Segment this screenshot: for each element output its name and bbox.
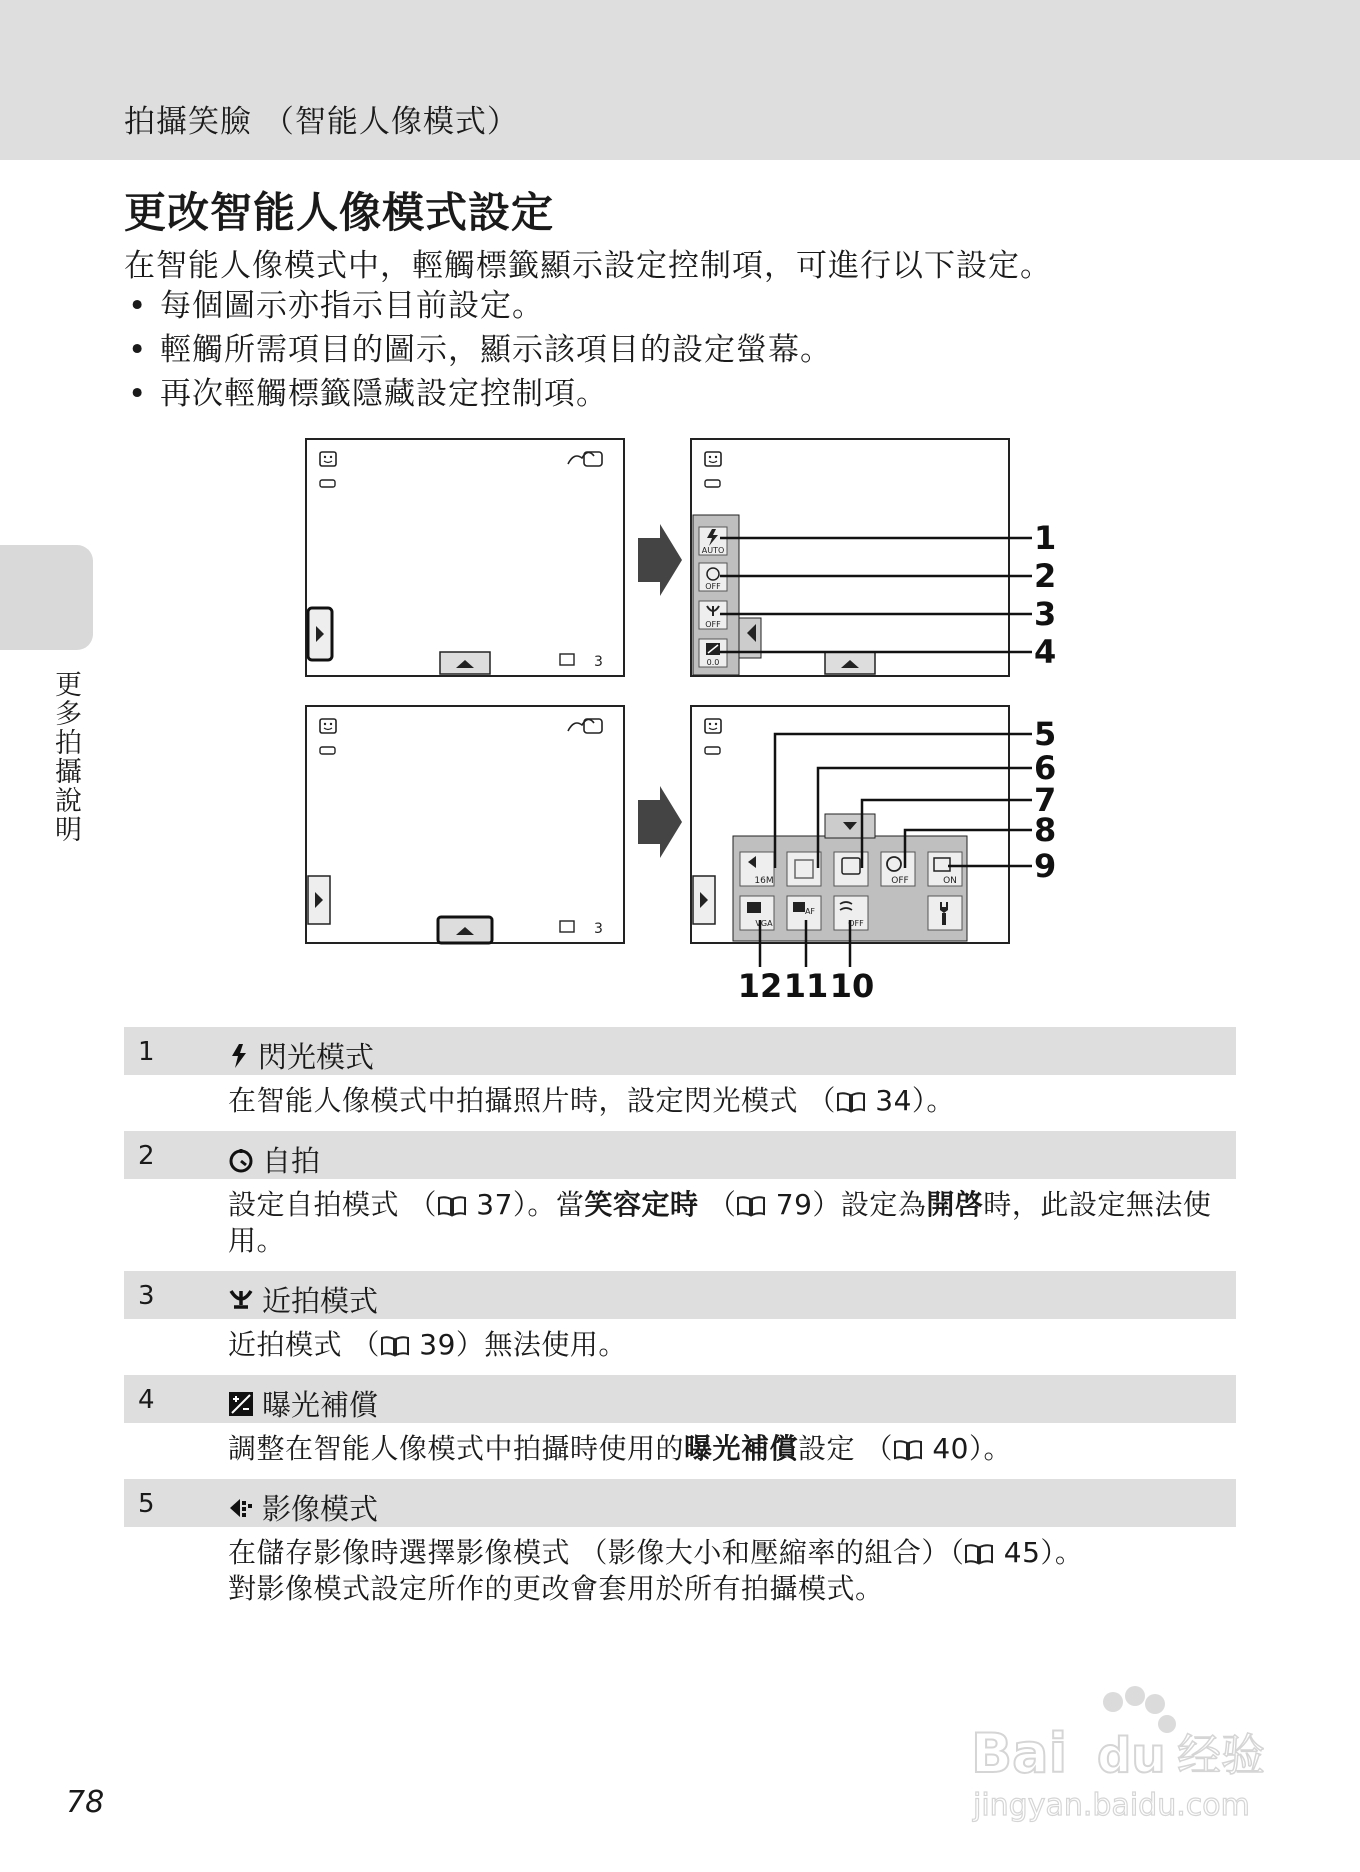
blink-on-label: ON	[943, 876, 957, 886]
bullet-item: • 每個圖示亦指示目前設定。	[124, 284, 832, 328]
table-row-header	[124, 1027, 1236, 1075]
watermark-brand: Bai	[971, 1722, 1068, 1785]
row-number: 1	[138, 1037, 155, 1067]
intro-text: 在智能人像模式中，輕觸標籤顯示設定控制項，可進行以下設定。	[124, 248, 1052, 284]
row-text: 設定自拍模式 （	[228, 1188, 437, 1221]
row-text-bold: 曝光補償	[684, 1432, 799, 1465]
section-title: 更改智能人像模式設定	[124, 188, 555, 237]
settings-table	[124, 1027, 1236, 1619]
callout-11: 11	[783, 967, 829, 1005]
callout-8: 8	[1034, 811, 1057, 849]
flash-icon	[228, 1043, 250, 1069]
watermark-url: jingyan.baidu.com	[973, 1788, 1250, 1823]
flash-auto-label: AUTO	[701, 546, 725, 555]
row-text: 設定 （	[798, 1432, 893, 1465]
row-text-bold: 開啓	[926, 1188, 984, 1221]
book-icon	[736, 1195, 766, 1217]
row-text: 39）無法使用。	[409, 1328, 627, 1361]
row-text: 近拍模式 （	[228, 1328, 380, 1361]
book-icon	[437, 1195, 467, 1217]
row-text: 在智能人像模式中拍攝照片時，設定閃光模式 （	[228, 1084, 836, 1117]
screen-bottom-right	[691, 706, 1056, 1005]
self-timer-off-label: OFF	[705, 582, 721, 591]
row-title-text: 曝光補償	[262, 1388, 379, 1422]
table-row-body	[124, 1423, 1236, 1479]
row-text: 79）設定為	[766, 1188, 927, 1221]
macro-icon	[228, 1287, 254, 1313]
table-row-body	[124, 1319, 1236, 1375]
row-title	[228, 1139, 320, 1180]
blink-off-label: OFF	[891, 876, 909, 886]
macro-off-label: OFF	[705, 620, 721, 629]
row-number: 2	[138, 1141, 155, 1171]
row-title	[228, 1279, 378, 1320]
table-row-header	[124, 1479, 1236, 1527]
row-text: 時，此設定無法使用。	[228, 1188, 1212, 1257]
book-icon	[836, 1091, 866, 1113]
bullet-item: • 再次輕觸標籤隱藏設定控制項。	[124, 372, 832, 416]
page-number: 78	[66, 1785, 105, 1820]
shots-remaining: 3	[594, 921, 603, 937]
row-title-text: 影像模式	[262, 1492, 379, 1526]
row-text: 調整在智能人像模式中拍攝時使用的	[228, 1432, 685, 1465]
callout-10: 10	[829, 967, 875, 1005]
row-text: 45）。	[994, 1536, 1084, 1569]
arrow-right-icon	[638, 786, 682, 858]
smile-timer-button[interactable]	[787, 852, 821, 886]
callout-2: 2	[1034, 557, 1057, 595]
row-number: 4	[138, 1385, 155, 1415]
row-text: 34）。	[865, 1084, 955, 1117]
row-text: 40）。	[922, 1432, 1012, 1465]
row-number: 3	[138, 1281, 155, 1311]
watermark-cn: 经验	[1177, 1730, 1265, 1781]
screen-bottom-left	[306, 706, 624, 943]
self-timer-icon	[228, 1147, 254, 1173]
book-icon	[893, 1439, 923, 1461]
table-row-header	[124, 1131, 1236, 1179]
callout-12: 12	[737, 967, 783, 1005]
row-text: （	[698, 1188, 737, 1221]
movie-af-label: AF	[804, 907, 816, 916]
row-title	[228, 1487, 378, 1528]
book-icon	[380, 1335, 410, 1357]
wind-off-label: OFF	[848, 919, 864, 928]
row-text: 在儲存影像時選擇影像模式 （影像大小和壓縮率的組合）（	[228, 1536, 965, 1569]
row-text-bold: 笑容定時	[584, 1188, 699, 1221]
row-title-text: 近拍模式	[262, 1284, 379, 1318]
callout-6: 6	[1034, 749, 1057, 787]
screen-top-left	[306, 439, 624, 676]
callout-3: 3	[1034, 595, 1057, 633]
arrow-right-icon	[638, 524, 682, 596]
movie-icon	[747, 902, 761, 913]
book-icon	[964, 1543, 994, 1565]
callout-1: 1	[1034, 519, 1057, 557]
table-row-body	[124, 1075, 1236, 1131]
row-title-text: 閃光模式	[258, 1040, 375, 1074]
baidu-watermark	[965, 1680, 1285, 1830]
paw-icon	[1103, 1686, 1176, 1733]
bullet-item: • 輕觸所需項目的圖示，顯示該項目的設定螢幕。	[124, 328, 832, 372]
callout-7: 7	[1034, 781, 1057, 819]
table-row-body	[124, 1527, 1236, 1619]
row-text: 37）。當	[466, 1188, 585, 1221]
movie-af-icon	[793, 902, 805, 912]
row-title	[228, 1383, 378, 1424]
row-number: 5	[138, 1489, 155, 1519]
exposure-value-label: 0.0	[706, 658, 720, 667]
movie-vga-label: VGA	[755, 919, 773, 928]
callout-4: 4	[1034, 633, 1057, 671]
table-row-header	[124, 1271, 1236, 1319]
row-title-text: 自拍	[262, 1144, 321, 1178]
row-text: 對影像模式設定所作的更改會套用於所有拍攝模式。	[228, 1572, 884, 1605]
image-mode-icon	[228, 1495, 254, 1521]
exposure-compensation-icon	[228, 1391, 254, 1417]
header-title: 拍攝笑臉 （智能人像模式）	[124, 104, 519, 140]
callout-5: 5	[1034, 715, 1057, 753]
shots-remaining: 3	[594, 654, 603, 670]
screen-top-right	[691, 439, 1056, 676]
watermark-brand-du: du	[1097, 1728, 1166, 1784]
side-tab-label: 更多拍攝說明	[50, 670, 81, 844]
image-size-label: 16M	[754, 876, 774, 886]
table-row-body	[124, 1179, 1236, 1271]
callout-9: 9	[1034, 847, 1057, 885]
row-title	[228, 1035, 374, 1076]
table-row-header	[124, 1375, 1236, 1423]
